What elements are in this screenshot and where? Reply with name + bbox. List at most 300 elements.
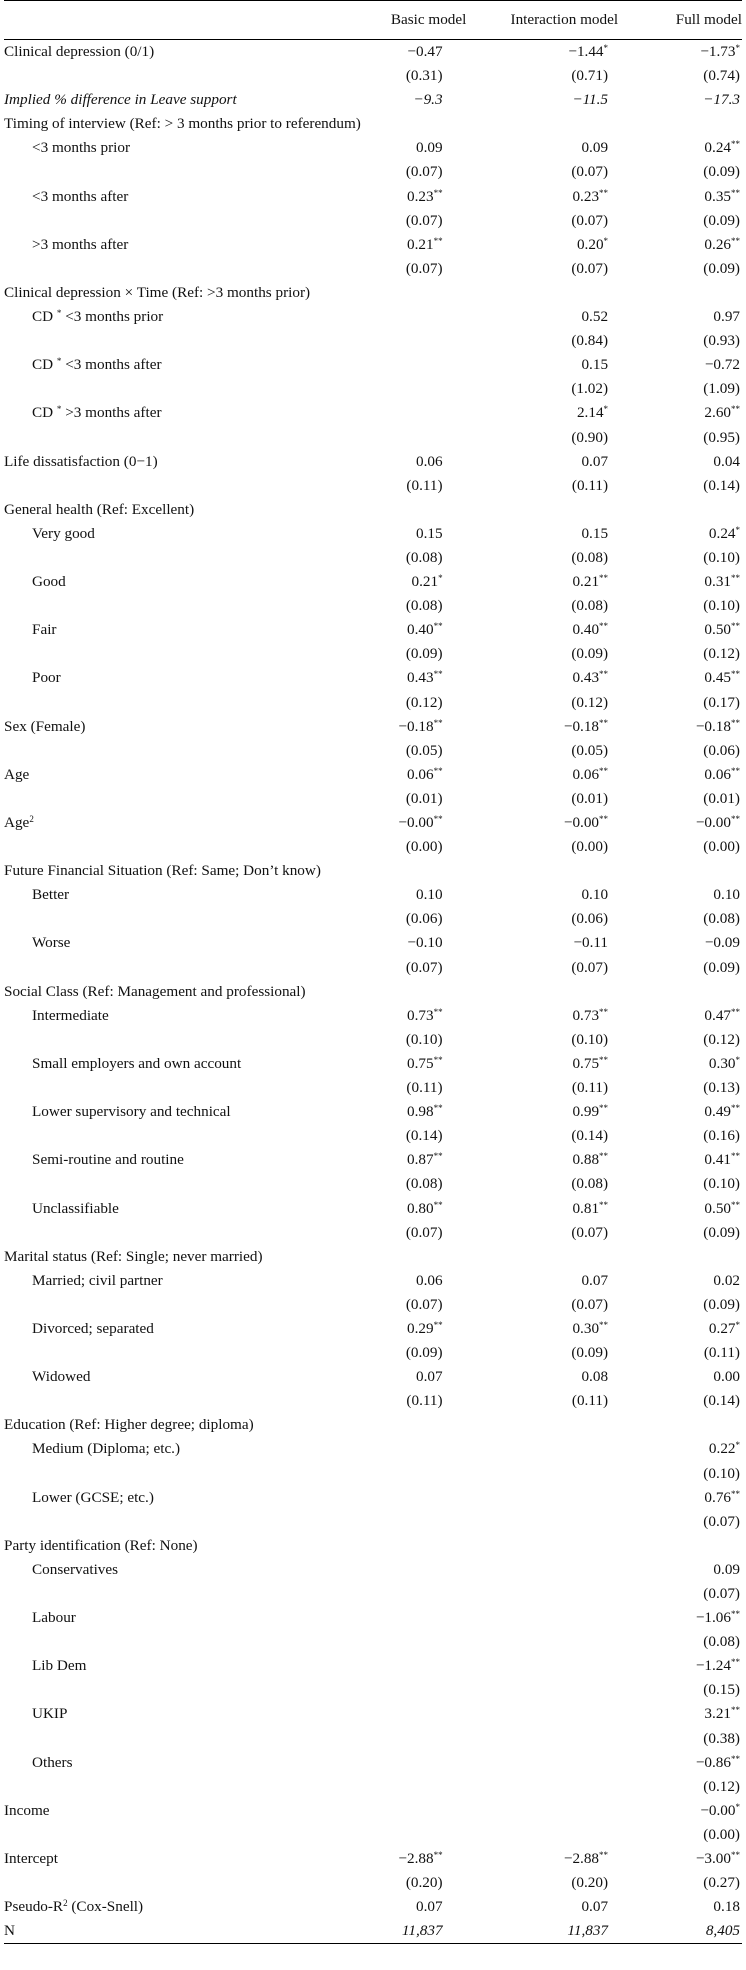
standard-error-value: (0.07) <box>571 958 609 976</box>
row-label: <3 months prior <box>32 139 130 157</box>
coefficient-row <box>4 1317 742 1341</box>
standard-error-value: (0.07) <box>405 958 443 976</box>
empty-label <box>4 787 311 811</box>
coefficient-value: 0.76 <box>704 1488 731 1506</box>
standard-error-value: (0.08) <box>571 548 609 566</box>
coefficient-cell <box>487 570 642 594</box>
row-label: Clinical depression (0/1) <box>4 43 155 60</box>
empty-label <box>4 691 311 715</box>
coefficient-value: −0.10 <box>407 934 443 952</box>
significance-stars: ** <box>433 1006 443 1017</box>
coefficient-row <box>4 1197 742 1221</box>
summary-value: 0.07 <box>581 1898 609 1916</box>
table-body <box>4 40 742 1944</box>
standard-error-value: (0.10) <box>405 1030 443 1048</box>
empty-label <box>4 426 311 450</box>
row-label-superscript: 2 <box>29 814 34 824</box>
coefficient-value: −2.88 <box>563 1850 600 1868</box>
coefficient-value: 0.47 <box>704 1006 731 1024</box>
coefficient-cell <box>311 1606 487 1630</box>
coefficient-value: 0.31 <box>704 573 731 591</box>
empty-label <box>4 160 311 184</box>
section-header: Social Class (Ref: Management and professional) <box>4 982 306 1000</box>
significance-stars: ** <box>731 187 740 198</box>
significance-stars: ** <box>731 765 740 776</box>
standard-error-value <box>487 1582 642 1606</box>
row-label: N <box>4 1919 311 1944</box>
coefficient-cell <box>642 1606 742 1630</box>
empty-label <box>4 64 311 88</box>
standard-error-row <box>4 377 742 401</box>
standard-error-value: (0.10) <box>703 1464 740 1482</box>
standard-error-row <box>4 257 742 281</box>
empty-label <box>4 209 311 233</box>
coefficient-value: 0.73 <box>406 1006 434 1024</box>
coefficient-cell <box>311 1317 487 1341</box>
coefficient-cell <box>487 522 642 546</box>
significance-stars: ** <box>433 1151 443 1162</box>
coefficient-row <box>4 1799 742 1823</box>
standard-error-value: (0.12) <box>405 693 443 711</box>
standard-error-row <box>4 1510 742 1534</box>
coefficient-row <box>4 618 742 642</box>
standard-error-value <box>311 1823 487 1847</box>
row-label <box>4 1895 311 1919</box>
standard-error-value <box>311 377 487 401</box>
standard-error-value: (0.12) <box>703 645 740 663</box>
coefficient-value: 0.30 <box>708 1054 736 1072</box>
coefficient-row <box>4 305 742 329</box>
row-label: <3 months after <box>32 187 129 205</box>
coefficient-cell <box>642 1004 742 1028</box>
coefficient-cell <box>311 1654 487 1678</box>
coefficient-cell <box>487 1486 642 1510</box>
coefficient-cell <box>311 1799 487 1823</box>
coefficient-cell <box>642 1052 742 1076</box>
coefficient-cell <box>642 522 742 546</box>
coefficient-row <box>4 715 742 739</box>
section-header-row <box>4 1245 742 1269</box>
coefficient-value: 0.07 <box>581 452 609 470</box>
standard-error-value: (0.05) <box>571 741 609 759</box>
significance-stars: ** <box>599 621 609 632</box>
significance-stars: ** <box>433 814 443 824</box>
row-label: Implied % difference in Leave support <box>4 91 237 109</box>
coefficient-row <box>4 1751 742 1775</box>
coefficient-cell <box>311 715 487 739</box>
row-label: Good <box>32 573 66 591</box>
coefficient-cell <box>642 1654 742 1678</box>
significance-stars: ** <box>731 669 740 680</box>
header-label-cell <box>4 1 311 40</box>
coefficient-value: 0.98 <box>406 1103 434 1121</box>
standard-error-row <box>4 1727 742 1751</box>
coefficient-cell <box>311 40 487 65</box>
coefficient-cell <box>487 1654 642 1678</box>
coefficient-cell <box>311 233 487 257</box>
standard-error-value <box>487 1462 642 1486</box>
empty-label <box>4 1823 311 1847</box>
coefficient-cell <box>487 1052 642 1076</box>
coefficient-cell <box>311 1702 487 1726</box>
significance-stars: ** <box>731 1488 740 1499</box>
standard-error-value: (0.09) <box>703 163 740 181</box>
section-header-row <box>4 1534 742 1558</box>
empty-label <box>4 1341 311 1365</box>
section-header: General health (Ref: Excellent) <box>4 500 195 518</box>
standard-error-value: (0.01) <box>571 789 609 807</box>
standard-error-value: (0.07) <box>571 163 609 181</box>
significance-stars: ** <box>433 1850 443 1861</box>
coefficient-cell <box>311 763 487 787</box>
standard-error-value <box>487 1775 642 1799</box>
significance-stars: ** <box>731 1151 740 1162</box>
empty-label <box>4 1293 311 1317</box>
row-label: Married; civil partner <box>32 1271 163 1289</box>
coefficient-value: −0.11 <box>573 934 609 952</box>
standard-error-value: (0.11) <box>406 1392 443 1410</box>
coefficient-cell <box>642 883 742 907</box>
coefficient-cell <box>311 1197 487 1221</box>
coefficient-cell <box>311 618 487 642</box>
section-header-row <box>4 498 742 522</box>
coefficient-cell <box>642 1558 742 1582</box>
standard-error-value: (0.00) <box>571 838 609 856</box>
row-label: Conservatives <box>32 1560 119 1578</box>
coefficient-cell <box>487 715 642 739</box>
standard-error-value <box>487 1727 642 1751</box>
significance-stars: ** <box>731 621 740 632</box>
significance-stars: ** <box>599 573 609 584</box>
section-header: Clinical depression × Time (Ref: >3 months prior) <box>4 283 311 301</box>
coefficient-value: 0.26 <box>704 235 731 253</box>
standard-error-value: (0.07) <box>405 163 443 181</box>
empty-label <box>4 257 311 281</box>
row-label <box>4 401 311 425</box>
section-header-row <box>4 112 742 136</box>
significance-stars: ** <box>433 717 443 728</box>
coefficient-value: 0.75 <box>572 1054 600 1072</box>
standard-error-row <box>4 1582 742 1606</box>
coefficient-cell <box>642 715 742 739</box>
empty-label <box>4 1775 311 1799</box>
coefficient-row <box>4 1486 742 1510</box>
coefficient-cell <box>487 1317 642 1341</box>
coefficient-value: 0.04 <box>713 452 740 470</box>
significance-stars: ** <box>731 1609 740 1620</box>
coefficient-cell <box>642 1702 742 1726</box>
standard-error-value <box>487 1823 642 1847</box>
empty-label <box>4 329 311 353</box>
standard-error-row <box>4 160 742 184</box>
significance-stars: * <box>735 1319 740 1330</box>
coefficient-cell <box>642 570 742 594</box>
row-label-text-rest: >3 months after <box>61 404 162 422</box>
coefficient-cell <box>642 1269 742 1293</box>
coefficient-cell <box>642 1100 742 1124</box>
empty-label <box>4 1462 311 1486</box>
coefficient-value: 0.52 <box>581 308 609 326</box>
coefficient-cell <box>642 1365 742 1389</box>
standard-error-value: (0.08) <box>405 1175 443 1193</box>
coefficient-cell <box>487 1100 642 1124</box>
significance-stars: ** <box>731 814 740 824</box>
significance-stars: ** <box>731 404 740 415</box>
coefficient-cell <box>642 1317 742 1341</box>
coefficient-value: 3.21 <box>704 1705 731 1723</box>
significance-stars: ** <box>599 814 609 824</box>
summary-row <box>4 1895 742 1919</box>
coefficient-value: 0.81 <box>572 1199 600 1217</box>
coefficient-cell <box>642 1847 742 1871</box>
standard-error-row <box>4 1823 742 1847</box>
row-label: >3 months after <box>32 235 129 253</box>
coefficient-cell <box>642 618 742 642</box>
standard-error-value: (0.17) <box>703 693 740 711</box>
coefficient-cell <box>311 185 487 209</box>
coefficient-row <box>4 666 742 690</box>
row-label: Better <box>32 886 70 904</box>
standard-error-row <box>4 1775 742 1799</box>
coefficient-value: 2.60 <box>704 404 731 422</box>
coefficient-cell <box>487 1148 642 1172</box>
header-row <box>4 1 742 40</box>
coefficient-value: −2.88 <box>398 1850 434 1868</box>
row-label: Sex (Female) <box>4 717 86 735</box>
coefficient-value: 0.50 <box>704 621 731 639</box>
standard-error-value: (0.10) <box>703 1175 740 1193</box>
column-header-full-model: Full model <box>642 1 742 40</box>
row-label-asterisk: * <box>56 404 62 415</box>
coefficient-value: 0.87 <box>406 1151 434 1169</box>
section-header-row <box>4 281 742 305</box>
standard-error-row <box>4 1462 742 1486</box>
coefficient-cell <box>311 1004 487 1028</box>
standard-error-row <box>4 546 742 570</box>
row-label: Very good <box>32 524 95 542</box>
standard-error-row <box>4 1293 742 1317</box>
significance-stars: ** <box>599 1054 609 1065</box>
standard-error-row <box>4 1076 742 1100</box>
summary-value: −11.5 <box>572 91 609 109</box>
standard-error-value: (1.02) <box>571 380 609 398</box>
coefficient-value: −0.47 <box>407 43 443 60</box>
coefficient-cell <box>487 305 642 329</box>
coefficient-value: −0.00 <box>695 814 731 831</box>
standard-error-value: (0.09) <box>405 645 443 663</box>
coefficient-value: 0.06 <box>704 765 731 783</box>
significance-stars: ** <box>599 1151 609 1162</box>
coefficient-cell <box>487 1004 642 1028</box>
section-header-row <box>4 980 742 1004</box>
empty-label <box>4 1389 311 1413</box>
coefficient-cell <box>487 931 642 955</box>
standard-error-value: (0.93) <box>703 332 740 350</box>
coefficient-value: 0.15 <box>415 524 443 542</box>
standard-error-row <box>4 1172 742 1196</box>
coefficient-value: 0.21 <box>411 573 439 591</box>
standard-error-value: (0.09) <box>703 211 740 229</box>
standard-error-value: (0.16) <box>703 1127 740 1145</box>
standard-error-value: (0.00) <box>703 838 740 856</box>
coefficient-value: 0.88 <box>572 1151 600 1169</box>
coefficient-cell <box>311 522 487 546</box>
coefficient-value: −1.06 <box>695 1609 731 1627</box>
coefficient-value: 0.23 <box>406 187 434 205</box>
empty-label <box>4 1028 311 1052</box>
empty-label <box>4 474 311 498</box>
coefficient-value: 0.45 <box>704 669 731 687</box>
coefficient-row <box>4 1702 742 1726</box>
standard-error-value: (0.09) <box>571 645 609 663</box>
coefficient-cell <box>487 763 642 787</box>
standard-error-value: (0.20) <box>571 1874 609 1892</box>
coefficient-value: 0.10 <box>581 886 609 904</box>
standard-error-value: (0.71) <box>571 67 609 85</box>
summary-value: 0.18 <box>713 1898 740 1916</box>
empty-label <box>4 835 311 859</box>
coefficient-cell <box>311 1558 487 1582</box>
empty-label <box>4 1076 311 1100</box>
standard-error-value: (0.00) <box>703 1825 740 1843</box>
empty-label <box>4 642 311 666</box>
row-label: Divorced; separated <box>32 1319 154 1337</box>
standard-error-value: (0.07) <box>405 1223 443 1241</box>
coefficient-row <box>4 811 742 835</box>
column-header-interaction-model: Interaction model <box>487 1 642 40</box>
row-label-asterisk: * <box>56 308 62 319</box>
significance-stars: ** <box>731 717 740 728</box>
coefficient-cell <box>311 1100 487 1124</box>
standard-error-value: (0.00) <box>405 838 443 856</box>
row-label: Medium (Diploma; etc.) <box>32 1440 181 1458</box>
coefficient-cell <box>642 666 742 690</box>
coefficient-cell <box>642 1751 742 1775</box>
significance-stars: * <box>438 573 443 584</box>
significance-stars: ** <box>599 1103 609 1114</box>
coefficient-cell <box>311 1052 487 1076</box>
row-label: Fair <box>32 621 57 639</box>
significance-stars: * <box>735 1440 740 1451</box>
standard-error-row <box>4 1341 742 1365</box>
standard-error-value: (0.11) <box>571 1392 609 1410</box>
row-label-text: CD <box>32 356 57 374</box>
coefficient-cell <box>487 233 642 257</box>
coefficient-cell <box>487 1197 642 1221</box>
standard-error-row <box>4 907 742 931</box>
significance-stars: ** <box>731 1103 740 1114</box>
coefficient-cell <box>642 353 742 377</box>
coefficient-cell <box>642 931 742 955</box>
coefficient-row <box>4 136 742 160</box>
standard-error-value <box>311 1462 487 1486</box>
standard-error-row <box>4 835 742 859</box>
standard-error-row <box>4 691 742 715</box>
significance-stars: * <box>735 43 740 53</box>
empty-label <box>4 1871 311 1895</box>
empty-label <box>4 739 311 763</box>
coefficient-row <box>4 233 742 257</box>
coefficient-value: 0.22 <box>708 1440 736 1458</box>
standard-error-row <box>4 739 742 763</box>
coefficient-cell <box>642 136 742 160</box>
standard-error-value <box>311 329 487 353</box>
standard-error-value: (0.11) <box>406 476 443 494</box>
row-label: Intercept <box>4 1850 58 1868</box>
standard-error-value: (0.09) <box>405 1344 443 1362</box>
coefficient-value: 0.40 <box>406 621 434 639</box>
section-header: Marital status (Ref: Single; never married) <box>4 1247 263 1265</box>
significance-stars: ** <box>433 621 443 632</box>
standard-error-value: (0.12) <box>703 1030 740 1048</box>
summary-value: 11,837 <box>487 1919 642 1944</box>
row-label: Income <box>4 1801 50 1819</box>
coefficient-cell <box>311 570 487 594</box>
coefficient-cell <box>311 1751 487 1775</box>
coefficient-row <box>4 931 742 955</box>
coefficient-cell <box>487 1558 642 1582</box>
section-header: Party identification (Ref: None) <box>4 1536 198 1554</box>
empty-label <box>4 594 311 618</box>
significance-stars: ** <box>731 573 740 584</box>
standard-error-value <box>487 1510 642 1534</box>
coefficient-cell <box>487 883 642 907</box>
row-label: Widowed <box>32 1368 91 1386</box>
coefficient-value: −0.00 <box>398 814 434 831</box>
coefficient-cell <box>487 1847 642 1871</box>
significance-stars: ** <box>599 669 609 680</box>
significance-stars: ** <box>599 717 609 728</box>
coefficient-cell <box>311 931 487 955</box>
empty-label <box>4 1727 311 1751</box>
coefficient-value: 0.09 <box>581 139 609 157</box>
standard-error-row <box>4 1630 742 1654</box>
standard-error-row <box>4 594 742 618</box>
coefficient-cell <box>311 1437 487 1461</box>
coefficient-value: 0.07 <box>415 1368 443 1386</box>
standard-error-value: (0.38) <box>703 1729 740 1747</box>
row-label <box>4 811 311 835</box>
coefficient-value: 0.24 <box>704 139 731 157</box>
significance-stars: * <box>603 404 609 415</box>
coefficient-cell <box>487 1437 642 1461</box>
row-label: Labour <box>32 1609 76 1627</box>
coefficient-cell <box>311 353 487 377</box>
coefficient-value: 0.10 <box>415 886 443 904</box>
coefficient-value: 0.75 <box>406 1054 434 1072</box>
empty-label <box>4 1172 311 1196</box>
significance-stars: ** <box>731 1705 740 1716</box>
significance-stars: ** <box>433 1103 443 1114</box>
coefficient-row <box>4 353 742 377</box>
coefficient-cell <box>642 1148 742 1172</box>
coefficient-value: −0.72 <box>704 356 740 374</box>
standard-error-value: (0.14) <box>703 1392 740 1410</box>
coefficient-value: 0.06 <box>415 1271 443 1289</box>
coefficient-value: 0.15 <box>581 356 609 374</box>
significance-stars: ** <box>731 1850 740 1861</box>
coefficient-cell <box>642 185 742 209</box>
coefficient-cell <box>487 1269 642 1293</box>
standard-error-value <box>311 1582 487 1606</box>
coefficient-row <box>4 401 742 425</box>
standard-error-value: (0.09) <box>703 958 740 976</box>
coefficient-row <box>4 883 742 907</box>
coefficient-value: 0.15 <box>581 524 609 542</box>
significance-stars: ** <box>433 765 443 776</box>
coefficient-value: −1.44 <box>568 43 604 60</box>
coefficient-cell <box>311 1365 487 1389</box>
